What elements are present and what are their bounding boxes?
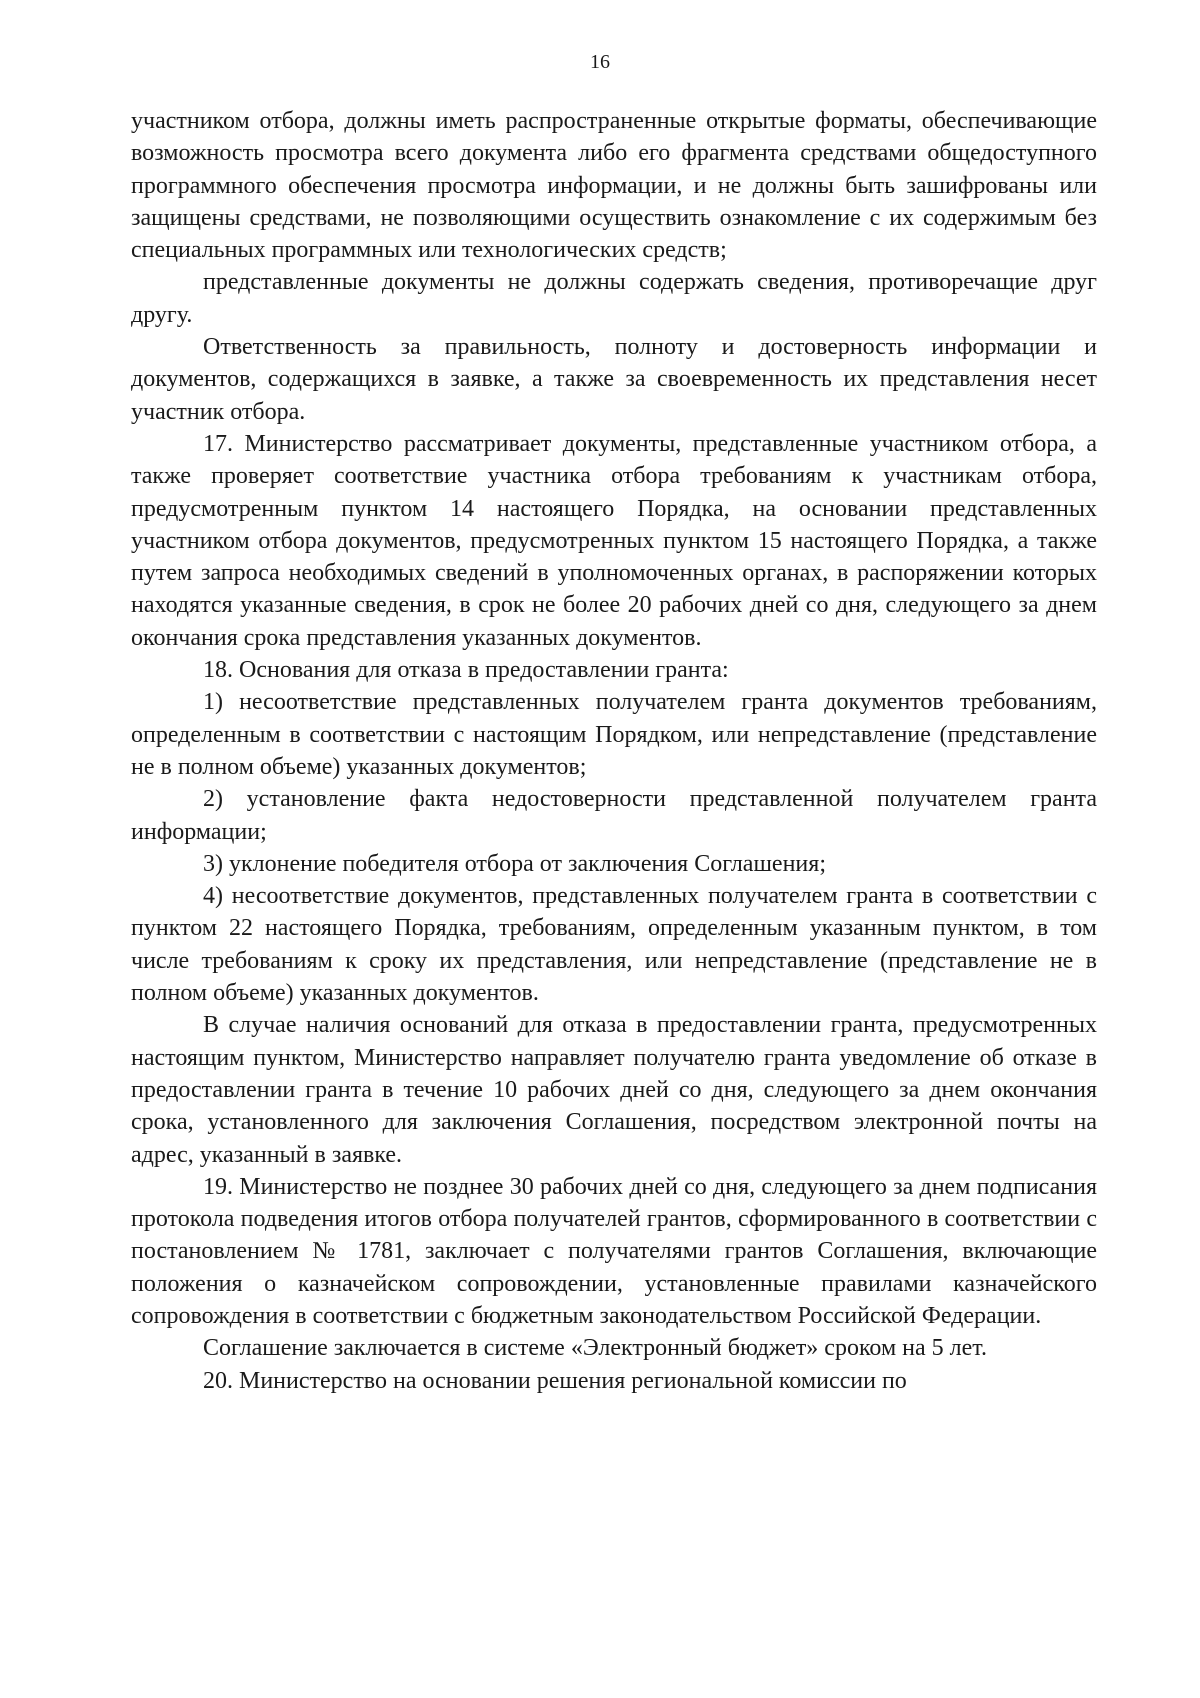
document-body	[131, 105, 1097, 1397]
paragraph-ground-4: 4) несоответствие документов, представленных получателем гранта в соответствии с пунктом 22 настоящего Порядка, требованиям, определенным указанным пунктом, в том числе требованиям к сроку их представления, или непредставление (представление не в полном объеме) указанных документов.	[131, 883, 1097, 1007]
paragraph-responsibility: Ответственность за правильность, полноту и достоверность информации и документов, содержащихся в заявке, а также за своевременность их представления несет участник отбора.	[131, 334, 1097, 425]
paragraph-item-17: 17. Министерство рассматривает документы, представленные участником отбора, а также проверяет соответствие участника отбора требованиям к участникам отбора, предусмотренным пунктом 14 настоящего Порядка, на основании представленных участником отбора документов, предусмотренных пунктом 15 настоящего Порядка, а также путем запроса необходимых сведений в уполномоченных органах, в распоряжении которых находятся указанные сведения, в срок не более 20 рабочих дней со дня, следующего за днем окончания срока представления указанных документов.	[131, 430, 1097, 651]
paragraph-item-20: 20. Министерство на основании решения региональной комиссии по	[203, 1367, 907, 1394]
paragraph-agreement-term: Соглашение заключается в системе «Электронный бюджет» сроком на 5 лет.	[203, 1335, 987, 1362]
paragraph-no-contradictions: представленные документы не должны содержать сведения, противоречащие друг другу.	[131, 269, 1097, 328]
paragraph-ground-3: 3) уклонение победителя отбора от заключения Соглашения;	[203, 850, 826, 877]
paragraph-ground-2: 2) установление факта недостоверности представленной получателем гранта информации;	[131, 786, 1097, 845]
page-number: 16	[590, 51, 610, 73]
paragraph-ground-1: 1) несоответствие представленных получателем гранта документов требованиям, определенным в соответствии с настоящим Порядком, или непредставление (представление не в полном объеме) указанных документов;	[131, 689, 1097, 780]
paragraph-item-18: 18. Основания для отказа в предоставлении гранта:	[203, 657, 729, 684]
paragraph-format-requirements: участником отбора, должны иметь распространенные открытые форматы, обеспечивающие возможность просмотра всего документа либо его фрагмента средствами общедоступного программного обеспечения просмотра информации, и не должны быть зашифрованы или защищены средствами, не позволяющими осуществить ознакомление с их содержимым без специальных программных или технологических средств;	[131, 108, 1097, 264]
paragraph-refusal-notice: В случае наличия оснований для отказа в предоставлении гранта, предусмотренных настоящим пунктом, Министерство направляет получателю гранта уведомление об отказе в предоставлении гранта в течение 10 рабочих дней со дня, следующего за днем окончания срока, установленного для заключения Соглашения, посредством электронной почты на адрес, указанный в заявке.	[131, 1012, 1097, 1168]
paragraph-item-19: 19. Министерство не позднее 30 рабочих дней со дня, следующего за днем подписания протокола подведения итогов отбора получателей грантов, сформированного в соответствии с постановлением № 1781, заключает с получателями грантов Соглашения, включающие положения о казначейском сопровождении, установленные правилами казначейского сопровождения в соответствии с бюджетным законодательством Российской Федерации.	[131, 1173, 1097, 1329]
